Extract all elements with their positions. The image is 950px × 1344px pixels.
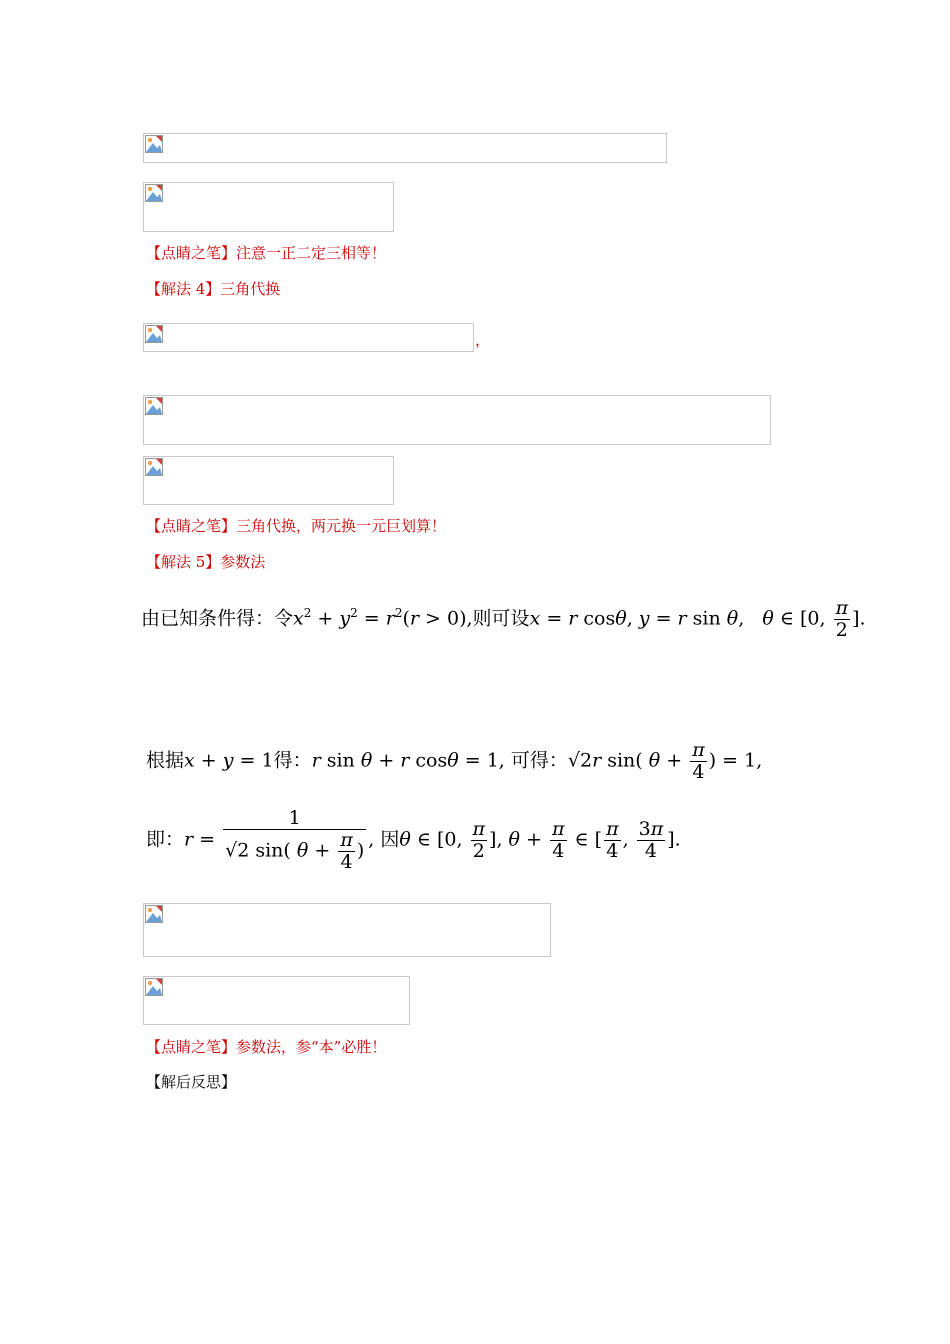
broken-image-icon [145, 978, 163, 996]
math-line-3: 即：r = 1 √2 sin( θ + $\frac{\pi}{4}$ ) , 因θ ∈ [0, $\frac{\pi}{2}$ ], θ + $\frac{\pi}{4}$ ∈ [ $\frac{\pi}{4}$ , $\frac{3\pi}{4}$ ]. [146, 807, 681, 873]
heading-jiefa-5: 【解法 5】参数法 [146, 553, 266, 571]
math-line-2-kede: 可得： [510, 749, 568, 772]
math-line-1-then: 则可设 [472, 607, 530, 630]
heading-jiefa-4: 【解法 4】三角代换 [146, 280, 281, 298]
broken-image-icon [145, 135, 163, 153]
image-placeholder-7 [143, 976, 410, 1025]
image-placeholder-5 [143, 456, 394, 505]
math-line-3-yin: 因 [380, 828, 400, 851]
comma-separator: ， [475, 331, 491, 349]
heading-reflection: 【解后反思】 [146, 1073, 237, 1091]
note-dianjing-1: 【点睛之笔】注意一正二定三相等！ [146, 244, 387, 262]
note-dianjing-2: 【点睛之笔】三角代换，两元换一元巨划算！ [146, 517, 447, 535]
image-placeholder-3 [143, 323, 474, 352]
broken-image-icon [145, 397, 163, 415]
math-line-1-prefix: 由已知条件得：令 [141, 607, 294, 630]
math-line-2: 根据x + y = 1得：r sin θ + r cosθ = 1, 可得：√2r sin( θ + $\frac{\pi}{4}$ ) = 1, [146, 739, 763, 783]
image-placeholder-4 [143, 395, 771, 445]
broken-image-icon [145, 905, 163, 923]
math-line-2-prefix: 根据 [146, 749, 185, 772]
image-placeholder-2 [143, 182, 394, 232]
math-line-1: 由已知条件得：令$x^2 + y^2 = r^2(r > 0)$,则可设x = r cosθ, y = r sin θ, θ ∈ [0, $\frac{\pi}{2}$ ]. [141, 597, 866, 641]
broken-image-icon [145, 325, 163, 343]
broken-image-icon [145, 184, 163, 202]
math-line-2-de: 得： [273, 749, 312, 772]
math-line-3-prefix: 即： [146, 828, 185, 851]
note-dianjing-3: 【点睛之笔】参数法，参“本”必胜！ [146, 1038, 387, 1056]
image-placeholder-6 [143, 903, 551, 957]
image-placeholder-1 [143, 133, 667, 163]
broken-image-icon [145, 458, 163, 476]
